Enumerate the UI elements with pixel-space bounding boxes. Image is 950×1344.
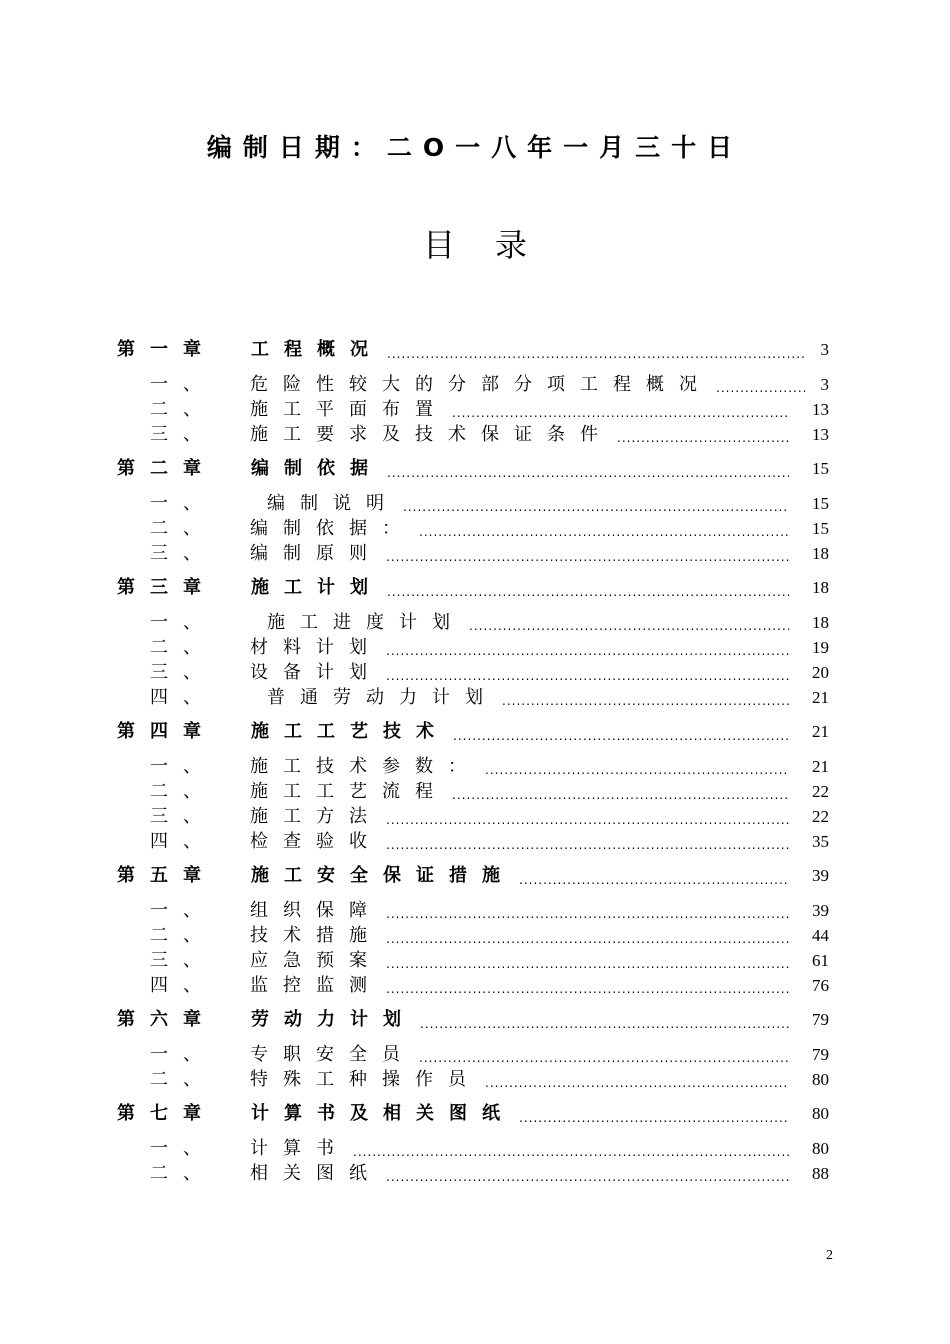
toc-dot-leader: [519, 1109, 789, 1127]
toc-entry-page: 15: [812, 519, 829, 538]
toc-entry-page: 18: [812, 613, 829, 632]
toc-dot-leader: [502, 692, 789, 710]
toc-entry-page: 61: [812, 951, 829, 970]
toc-entry-number: 三、: [150, 543, 216, 564]
toc-entry-title: 施工方法: [250, 806, 382, 827]
toc-dot-leader: [419, 523, 789, 541]
toc-entry-page: 13: [812, 425, 829, 444]
toc-entry-title: 施工技术参数：: [250, 756, 481, 777]
toc-entry-number: 二、: [150, 1069, 216, 1090]
toc-entry-page: 79: [812, 1010, 829, 1029]
toc-dot-leader: [387, 464, 789, 482]
table-of-contents: [117, 337, 829, 1186]
toc-entry-number: 二、: [150, 925, 216, 946]
toc-entry-page: 3: [820, 340, 829, 359]
toc-section-entry[interactable]: [117, 1042, 829, 1067]
toc-entry-title: 相关图纸: [250, 1163, 382, 1184]
toc-entry-title: 编制说明: [267, 493, 399, 514]
toc-chapter-entry[interactable]: [117, 1007, 829, 1033]
toc-title: 目录: [422, 226, 567, 264]
toc-entry-page: 15: [812, 459, 829, 478]
toc-entry-title: 施工计划: [251, 577, 383, 598]
toc-section-entry[interactable]: [117, 804, 829, 829]
toc-dot-leader: [386, 667, 789, 685]
toc-section-entry[interactable]: [117, 491, 829, 516]
toc-entry-number: 第四章: [117, 721, 216, 742]
toc-entry-number: 三、: [150, 950, 216, 971]
toc-chapter-entry[interactable]: [117, 1101, 829, 1127]
toc-entry-title: 施工进度计划: [267, 612, 465, 633]
toc-entry-title: 特殊工种操作员: [250, 1069, 481, 1090]
toc-chapter-entry[interactable]: [117, 456, 829, 482]
toc-entry-number: 四、: [150, 831, 216, 852]
toc-chapter-entry[interactable]: [117, 863, 829, 889]
toc-dot-leader: [403, 498, 789, 516]
toc-entry-title: 监控监测: [250, 975, 382, 996]
toc-entry-page: 80: [812, 1070, 829, 1089]
toc-section-entry[interactable]: [117, 973, 829, 998]
toc-section-entry[interactable]: [117, 422, 829, 447]
toc-section-entry[interactable]: [117, 779, 829, 804]
toc-section-entry[interactable]: [117, 372, 829, 397]
toc-dot-leader: [452, 786, 789, 804]
toc-section-entry[interactable]: [117, 635, 829, 660]
toc-entry-page: 21: [812, 688, 829, 707]
toc-entry-title: 施工安全保证措施: [251, 865, 515, 886]
toc-entry-number: 二、: [150, 637, 216, 658]
toc-entry-number: 三、: [150, 424, 216, 445]
toc-entry-page: 22: [812, 807, 829, 826]
toc-entry-number: 二、: [150, 1163, 216, 1184]
toc-entry-title: 施工工艺流程: [250, 781, 448, 802]
toc-entry-page: 18: [812, 544, 829, 563]
toc-entry-number: 第三章: [117, 577, 216, 598]
toc-dot-leader: [386, 836, 789, 854]
toc-dot-leader: [485, 1074, 789, 1092]
toc-entry-page: 79: [812, 1045, 829, 1064]
toc-entry-page: 88: [812, 1164, 829, 1183]
toc-dot-leader: [386, 905, 789, 923]
toc-section-entry[interactable]: [117, 516, 829, 541]
toc-entry-page: 35: [812, 832, 829, 851]
toc-section-entry[interactable]: [117, 685, 829, 710]
toc-entry-title: 计算书及相关图纸: [251, 1103, 515, 1124]
toc-entry-title: 普通劳动力计划: [267, 687, 498, 708]
toc-entry-page: 44: [812, 926, 829, 945]
toc-chapter-entry[interactable]: [117, 719, 829, 745]
toc-entry-number: 一、: [150, 900, 216, 921]
toc-entry-number: 一、: [150, 756, 216, 777]
toc-dot-leader: [485, 761, 789, 779]
toc-entry-title: 劳动力计划: [251, 1009, 416, 1030]
toc-section-entry[interactable]: [117, 923, 829, 948]
toc-dot-leader: [469, 617, 789, 635]
toc-dot-leader: [519, 871, 789, 889]
toc-entry-title: 材料计划: [250, 637, 382, 658]
toc-entry-title: 检查验收: [250, 831, 382, 852]
toc-entry-number: 四、: [150, 687, 216, 708]
toc-entry-page: 80: [812, 1139, 829, 1158]
toc-dot-leader: [452, 404, 789, 422]
toc-entry-number: 第二章: [117, 458, 216, 479]
toc-dot-leader: [419, 1049, 789, 1067]
toc-dot-leader: [420, 1015, 789, 1033]
toc-entry-title: 施工要求及技术保证条件: [250, 424, 613, 445]
toc-dot-leader: [387, 345, 805, 363]
toc-entry-number: 三、: [150, 806, 216, 827]
toc-entry-page: 39: [812, 866, 829, 885]
toc-dot-leader: [617, 429, 789, 447]
toc-entry-page: 3: [820, 375, 829, 394]
toc-section-entry[interactable]: [117, 541, 829, 566]
toc-entry-title: 设备计划: [250, 662, 382, 683]
toc-entry-title: 施工工艺技术: [251, 721, 449, 742]
toc-section-entry[interactable]: [117, 948, 829, 973]
toc-entry-number: 三、: [150, 662, 216, 683]
toc-entry-number: 二、: [150, 518, 216, 539]
toc-entry-page: 13: [812, 400, 829, 419]
compile-date: 编制日期：二O一八年一月三十日: [206, 133, 744, 162]
toc-dot-leader: [386, 955, 789, 973]
toc-dot-leader: [453, 727, 789, 745]
toc-entry-page: 21: [812, 722, 829, 741]
toc-entry-title: 编制依据：: [250, 518, 415, 539]
toc-section-entry[interactable]: [117, 610, 829, 635]
toc-dot-leader: [386, 642, 789, 660]
toc-dot-leader: [386, 930, 789, 948]
toc-section-entry[interactable]: [117, 829, 829, 854]
toc-entry-number: 四、: [150, 975, 216, 996]
toc-entry-page: 80: [812, 1104, 829, 1123]
toc-entry-title: 组织保障: [250, 900, 382, 921]
toc-dot-leader: [353, 1143, 789, 1161]
toc-entry-number: 第五章: [117, 865, 216, 886]
toc-entry-page: 15: [812, 494, 829, 513]
toc-section-entry[interactable]: [117, 1067, 829, 1092]
toc-entry-number: 二、: [150, 399, 216, 420]
toc-entry-page: 20: [812, 663, 829, 682]
toc-entry-title: 专职安全员: [250, 1044, 415, 1065]
toc-entry-number: 第七章: [117, 1103, 216, 1124]
toc-dot-leader: [386, 980, 789, 998]
toc-section-entry[interactable]: [117, 898, 829, 923]
toc-entry-number: 一、: [150, 493, 216, 514]
toc-entry-title: 应急预案: [250, 950, 382, 971]
toc-entry-number: 第一章: [117, 339, 216, 360]
toc-section-entry[interactable]: [117, 660, 829, 685]
toc-entry-title: 危险性较大的分部分项工程概况: [250, 374, 712, 395]
toc-dot-leader: [716, 379, 805, 397]
toc-dot-leader: [386, 811, 789, 829]
toc-entry-title: 编制依据: [251, 458, 383, 479]
toc-section-entry[interactable]: [117, 754, 829, 779]
toc-entry-number: 一、: [150, 1138, 216, 1159]
toc-section-entry[interactable]: [117, 1136, 829, 1161]
toc-entry-page: 21: [812, 757, 829, 776]
toc-entry-number: 一、: [150, 374, 216, 395]
toc-entry-number: 一、: [150, 612, 216, 633]
toc-section-entry[interactable]: [117, 397, 829, 422]
toc-entry-title: 编制原则: [250, 543, 382, 564]
toc-entry-page: 76: [812, 976, 829, 995]
toc-entry-page: 18: [812, 578, 829, 597]
toc-entry-number: 第六章: [117, 1009, 216, 1030]
toc-entry-title: 计算书: [250, 1138, 349, 1159]
toc-entry-title: 技术措施: [250, 925, 382, 946]
page-number: 2: [826, 1248, 833, 1263]
toc-entry-title: 施工平面布置: [250, 399, 448, 420]
toc-entry-number: 一、: [150, 1044, 216, 1065]
toc-dot-leader: [386, 548, 789, 566]
toc-entry-page: 19: [812, 638, 829, 657]
toc-dot-leader: [386, 1168, 789, 1186]
toc-entry-page: 39: [812, 901, 829, 920]
toc-entry-title: 工程概况: [251, 339, 383, 360]
toc-chapter-entry[interactable]: [117, 575, 829, 601]
toc-dot-leader: [387, 583, 789, 601]
toc-section-entry[interactable]: [117, 1161, 829, 1186]
toc-chapter-entry[interactable]: [117, 337, 829, 363]
toc-entry-number: 二、: [150, 781, 216, 802]
toc-entry-page: 22: [812, 782, 829, 801]
